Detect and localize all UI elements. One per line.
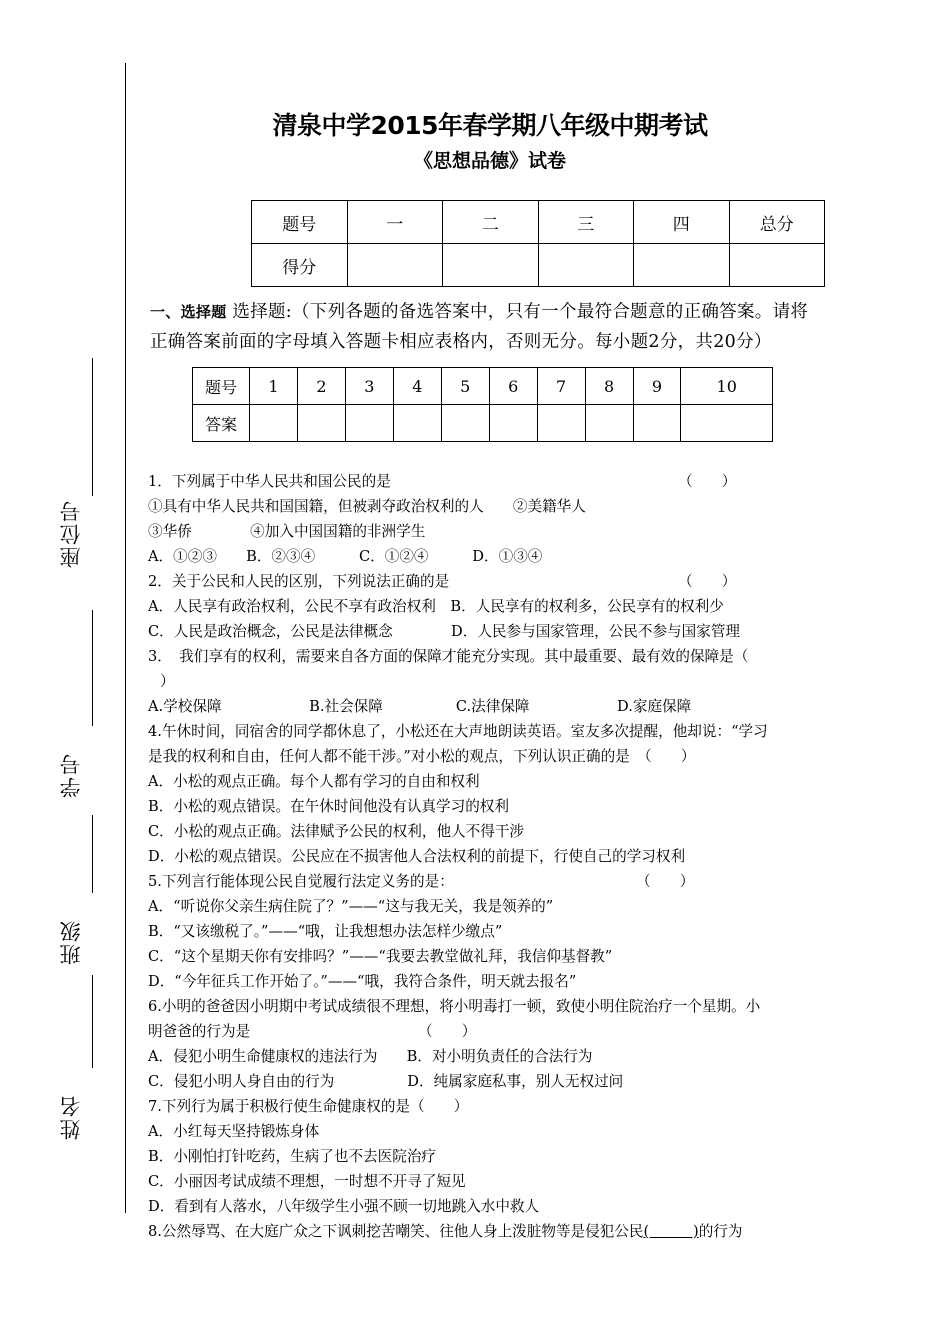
section-heading: 一、选择题 — [150, 303, 227, 321]
score-header-cell: 二 — [443, 201, 539, 244]
answer-cell[interactable] — [585, 405, 633, 442]
answer-cell[interactable] — [441, 405, 489, 442]
answer-header-cell: 9 — [633, 368, 681, 405]
answer-row-label: 答案 — [193, 405, 250, 442]
score-cell[interactable] — [347, 244, 443, 287]
answer-header-cell: 2 — [297, 368, 345, 405]
score-header-cell: 一 — [347, 201, 443, 244]
answer-table-header-row — [193, 368, 773, 405]
question-options: C．侵犯小明人身自由的行为 D．纯属家庭私事，别人无权过问 — [148, 1073, 624, 1090]
seat-number-field[interactable] — [56, 358, 96, 568]
instructions-line-1: 选择题:（下列各题的备选答案中，只有一个最符合题意的正确答案。请将 — [232, 302, 809, 322]
question-option: B．小松的观点错误。在午休时间他没有认真学习的权利 — [148, 798, 509, 815]
question-text: 的行为 — [698, 1223, 743, 1240]
question-3-stem: 3． 我们享有的权利，需要来自各方面的保障才能充分实现。其中最重要、最有效的保障是（ — [148, 648, 749, 665]
score-cell[interactable] — [538, 244, 634, 287]
answer-header-cell: 5 — [441, 368, 489, 405]
answer-parenthesis: （ ） — [678, 573, 737, 590]
question-options: A．①②③ B．②③④ C．①②④ D．①③④ — [148, 548, 543, 565]
question-7-stem: 7.下列行为属于积极行使生命健康权的是（ ） — [148, 1098, 469, 1115]
score-cell[interactable] — [634, 244, 730, 287]
question-5-stem — [148, 872, 848, 892]
student-number-label: 学号 — [59, 752, 83, 798]
question-line: ①具有中华人民共和国国籍，但被剥夺政治权利的人 ②美籍华人 — [148, 498, 586, 515]
question-text: 8.公然辱骂、在大庭广众之下讽刺挖苦嘲笑、往他人身上泼脏物等是侵犯公民 — [148, 1223, 644, 1240]
question-line: ③华侨 ④加入中国国籍的非洲学生 — [148, 523, 426, 540]
question-options: C．人民是政治概念，公民是法律概念 D．人民参与国家管理，公民不参与国家管理 — [148, 623, 741, 640]
answer-cell[interactable] — [489, 405, 537, 442]
answer-cell[interactable] — [345, 405, 393, 442]
question-8-stem — [148, 1222, 848, 1242]
question-line: 是我的权利和自由，任何人都不能干涉。”对小松的观点，下列认识正确的是 （ ） — [148, 748, 696, 765]
question-options: A．人民享有政治权利，公民不享有政治权利 B．人民享有的权利多，公民享有的权利少 — [148, 598, 724, 615]
seat-number-label: 座位号 — [59, 499, 83, 568]
name-label: 姓名 — [59, 1094, 83, 1140]
answer-header-cell: 3 — [345, 368, 393, 405]
question-option: A．小红每天坚持锻炼身体 — [148, 1123, 320, 1140]
question-option: B．“又该缴税了。”——“哦，让我想想办法怎样少缴点” — [148, 923, 503, 940]
question-options: A.学校保障 B.社会保障 C.法律保障 D.家庭保障 — [148, 698, 692, 715]
section-instructions — [150, 297, 840, 357]
student-number-blank[interactable] — [92, 610, 93, 726]
answer-header-cell: 1 — [250, 368, 298, 405]
score-cell[interactable] — [443, 244, 539, 287]
name-field[interactable] — [56, 975, 96, 1140]
question-option: C．小松的观点正确。法律赋予公民的权利，他人不得干涉 — [148, 823, 525, 840]
answer-header-cell: 4 — [393, 368, 441, 405]
question-line: ） — [160, 673, 175, 690]
question-4-stem: 4.午休时间，同宿舍的同学都休息了，小松还在大声地朗读英语。室友多次提醒，他却说：“学习 — [148, 723, 768, 740]
score-table — [251, 200, 825, 287]
question-option: A．小松的观点正确。每个人都有学习的自由和权利 — [148, 773, 480, 790]
question-option: A．“听说你父亲生病住院了？”——“这与我无关，我是领养的” — [148, 898, 554, 915]
seat-number-blank[interactable] — [92, 358, 93, 496]
score-header-cell: 题号 — [252, 201, 348, 244]
answer-header-cell: 6 — [489, 368, 537, 405]
answer-header-cell: 题号 — [193, 368, 250, 405]
question-option: D．看到有人落水，八年级学生小强不顾一切地跳入水中救人 — [148, 1198, 540, 1215]
question-text: 1．下列属于中华人民共和国公民的是 — [148, 473, 391, 490]
score-table-score-row — [252, 244, 825, 287]
answer-cell[interactable] — [681, 405, 773, 442]
question-2-stem — [148, 572, 848, 592]
page-subtitle: 《思想品德》试卷 — [413, 150, 566, 172]
class-label: 班级 — [59, 919, 83, 965]
score-header-cell: 总分 — [729, 201, 825, 244]
answer-cell[interactable] — [297, 405, 345, 442]
score-header-cell: 四 — [634, 201, 730, 244]
question-text: 5.下列言行能体现公民自觉履行法定义务的是： — [148, 873, 454, 890]
score-header-cell: 三 — [538, 201, 634, 244]
question-1-stem — [148, 472, 848, 492]
answer-cell[interactable] — [633, 405, 681, 442]
answer-header-cell: 10 — [681, 368, 773, 405]
answer-cell[interactable] — [250, 405, 298, 442]
question-text: 2．关于公民和人民的区别，下列说法正确的是 — [148, 573, 450, 590]
class-blank[interactable] — [92, 815, 93, 893]
instructions-line-2: 正确答案前面的字母填入答题卡相应表格内，否则无分。每小题2分，共20分） — [150, 332, 772, 352]
answer-cell[interactable] — [537, 405, 585, 442]
student-number-field[interactable] — [56, 610, 96, 798]
answer-parenthesis: （ ） — [636, 873, 695, 890]
answer-cell[interactable] — [393, 405, 441, 442]
answer-parenthesis: （ ） — [678, 473, 737, 490]
page-title: 清泉中学2015年春学期八年级中期考试 — [272, 111, 708, 140]
binding-line — [125, 63, 126, 1213]
answer-blank[interactable]: ( ) — [643, 1223, 699, 1240]
score-cell[interactable] — [729, 244, 825, 287]
question-options: A．侵犯小明生命健康权的违法行为 B．对小明负责任的合法行为 — [148, 1048, 593, 1065]
answer-table — [192, 367, 773, 442]
score-table-header-row — [252, 201, 825, 244]
name-blank[interactable] — [92, 975, 93, 1068]
question-option: B．小刚怕打针吃药，生病了也不去医院治疗 — [148, 1148, 437, 1165]
answer-header-cell: 8 — [585, 368, 633, 405]
answer-table-answer-row — [193, 405, 773, 442]
answer-header-cell: 7 — [537, 368, 585, 405]
question-line: 明爸爸的行为是 （ ） — [148, 1023, 477, 1040]
score-row-label: 得分 — [252, 244, 348, 287]
question-6-stem: 6.小明的爸爸因小明期中考试成绩很不理想，将小明毒打一顿，致使小明住院治疗一个星期。小 — [148, 998, 761, 1015]
question-option: C．“这个星期天你有安排吗？”——“我要去教堂做礼拜，我信仰基督教” — [148, 948, 613, 965]
class-field[interactable] — [56, 815, 96, 965]
question-option: D．小松的观点错误。公民应在不损害他人合法权利的前提下，行使自己的学习权利 — [148, 848, 686, 865]
question-option: D．“今年征兵工作开始了。”——“哦，我符合条件，明天就去报名” — [148, 973, 577, 990]
question-option: C．小丽因考试成绩不理想，一时想不开寻了短见 — [148, 1173, 466, 1190]
